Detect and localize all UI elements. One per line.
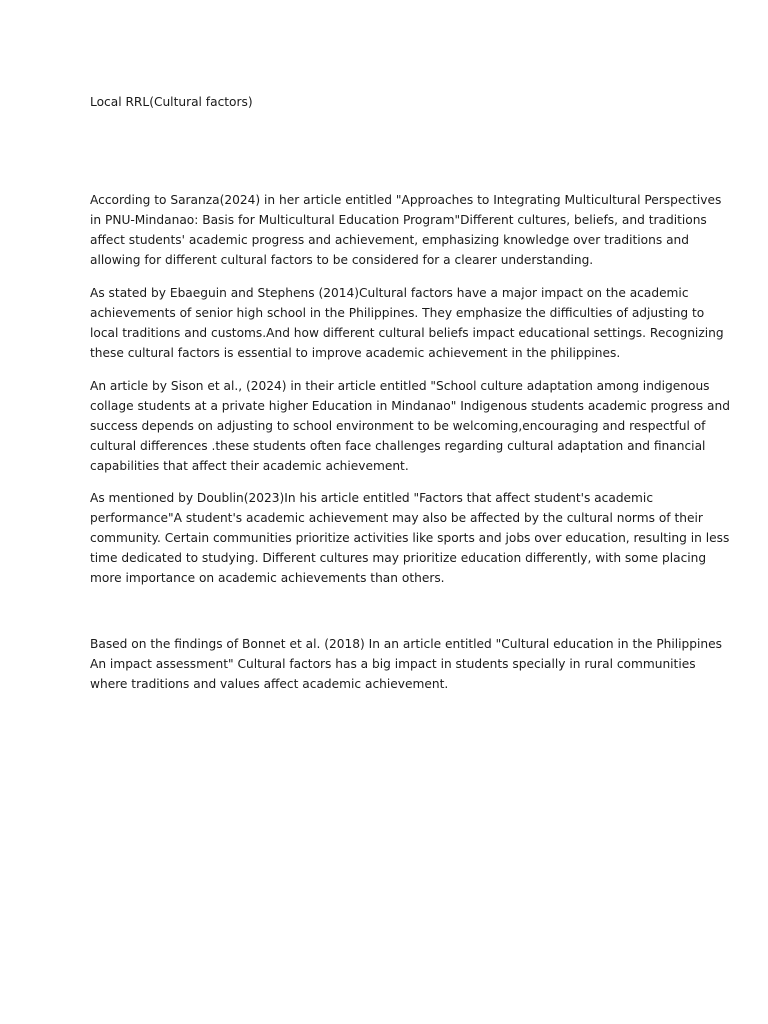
paragraph-line: time dedicated to studying. Different cultures may prioritize education differently, with some placing	[90, 551, 707, 566]
paragraph-line: As mentioned by Doublin(2023)In his article entitled "Factors that affect student's academic	[90, 491, 654, 505]
paragraph-line: allowing for different cultural factors to be considered for a clearer understanding.	[90, 253, 594, 268]
paragraph-line: more importance on academic achievements than others.	[90, 571, 445, 586]
paragraph-line: collage students at a private higher Education in Mindanao" Indigenous students academic progress and	[90, 399, 730, 414]
paragraph-line: Based on the findings of Bonnet et al. (2018) In an article entitled "Cultural education in the Philippines	[90, 637, 722, 651]
paragraph-line: affect students' academic progress and achievement, emphasizing knowledge over traditions and	[90, 233, 690, 248]
paragraph-line: community. Certain communities prioritize activities like sports and jobs over education, resulting in less	[90, 531, 730, 546]
paragraph-line: According to Saranza(2024) in her article entitled "Approaches to Integrating Multicultural Perspectives	[90, 193, 722, 207]
paragraph-bonnet	[90, 634, 722, 694]
paragraph-doublin	[90, 488, 730, 588]
paragraph-line: these cultural factors is essential to improve academic achievement in the philippines.	[90, 346, 621, 361]
paragraph-line: achievements of senior high school in the Philippines. They emphasize the difficulties of adjusting to	[90, 306, 705, 321]
paragraph-line: An article by Sison et al., (2024) in their article entitled "School culture adaptation among indigenous	[90, 379, 710, 393]
paragraph-line: performance"A student's academic achievement may also be affected by the cultural norms of their	[90, 511, 703, 526]
paragraph-saranza	[90, 190, 722, 270]
document-heading: Local RRL(Cultural factors)	[90, 95, 253, 109]
paragraph-line: An impact assessment" Cultural factors has a big impact in students specially in rural communities	[90, 657, 696, 672]
paragraph-line: where traditions and values affect academic achievement.	[90, 677, 449, 692]
paragraph-line: success depends on adjusting to school environment to be welcoming,encouraging and respectful of	[90, 419, 706, 434]
paragraph-line: capabilities that affect their academic achievement.	[90, 459, 409, 474]
paragraph-line: cultural differences .these students often face challenges regarding cultural adaptation and financial	[90, 439, 706, 454]
paragraph-sison	[90, 376, 730, 476]
paragraph-ebaeguin-stephens	[90, 283, 724, 363]
paragraph-line: in PNU-Mindanao: Basis for Multicultural Education Program"Different cultures, beliefs, and traditions	[90, 213, 707, 228]
paragraph-line: local traditions and customs.And how different cultural beliefs impact educational settings. Recognizing	[90, 326, 724, 341]
paragraph-line: As stated by Ebaeguin and Stephens (2014)Cultural factors have a major impact on the academic	[90, 286, 689, 300]
